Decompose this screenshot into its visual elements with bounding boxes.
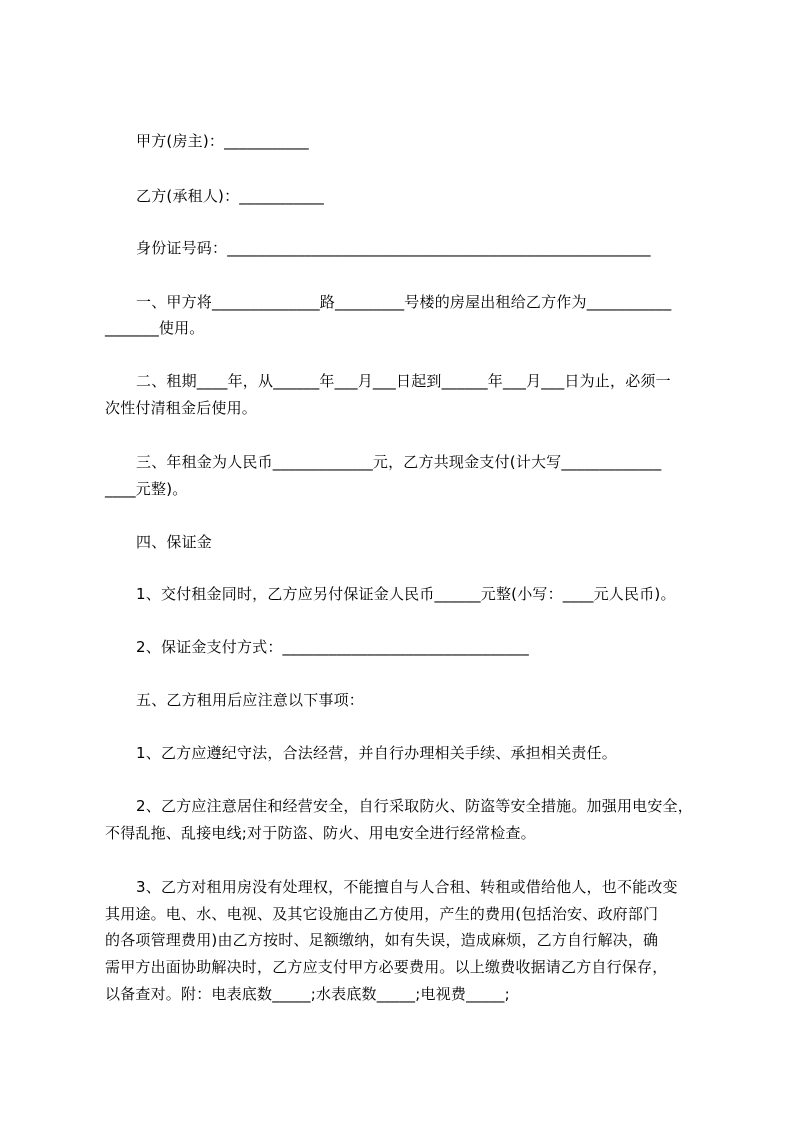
party-b-line: 乙方(承租人)：___________ [136,187,325,205]
note-item-3-line-2: 其用途。电、水、电视、及其它设施由乙方使用，产生的费用(包括治安、政府部门 [105,905,659,923]
id-number-line: 身份证号码：_______________________________________________________ [136,239,651,257]
note-item-1: 1、乙方应遵纪守法，合法经营，并自行办理相关手续、承担相关责任。 [136,744,617,762]
note-item-3-line-3: 的各项管理费用)由乙方按时、足额缴纳，如有失误，造成麻烦，乙方自行解决，确 [105,931,659,949]
clause-1-line-2: _______使用。 [105,319,205,337]
clause-1-line-1: 一、甲方将______________路_________号楼的房屋出租给乙方作为___________ [136,293,672,311]
notes-heading: 五、乙方租用后应注意以下事项： [136,691,365,709]
deposit-heading: 四、保证金 [136,533,213,551]
clause-2-line-1: 二、租期____年，从______年___月___日起到______年___月___日为止，必须一 [136,372,671,390]
note-item-3-line-4: 需甲方出面协助解决时，乙方应支付甲方必要费用。以上缴费收据请乙方自行保存， [105,958,668,976]
party-a-line: 甲方(房主)：___________ [136,132,309,150]
note-item-2-line-2: 不得乱拖、乱接电线;对于防盗、防火、用电安全进行经常检查。 [105,824,536,842]
deposit-item-1: 1、交付租金同时，乙方应另付保证金人民币______元整(小写：____元人民币)。 [136,585,676,603]
clause-3-line-1: 三、年租金为人民币_____________元，乙方共现金支付(计大写_____________ [136,453,662,471]
note-item-3-line-1: 3、乙方对租用房没有处理权，不能擅自与人合租、转租或借给他人，也不能改变 [136,878,678,896]
clause-2-line-2: 次性付清租金后使用。 [105,399,258,417]
clause-3-line-2: ____元整)。 [105,480,188,498]
note-item-3-line-5: 以备查对。附：电表底数_____;水表底数_____;电视费_____; [105,985,510,1003]
note-item-2-line-1: 2、乙方应注意居住和经营安全，自行采取防火、防盗等安全措施。加强用电安全， [136,797,693,815]
deposit-item-2: 2、保证金支付方式：________________________________ [136,638,529,656]
